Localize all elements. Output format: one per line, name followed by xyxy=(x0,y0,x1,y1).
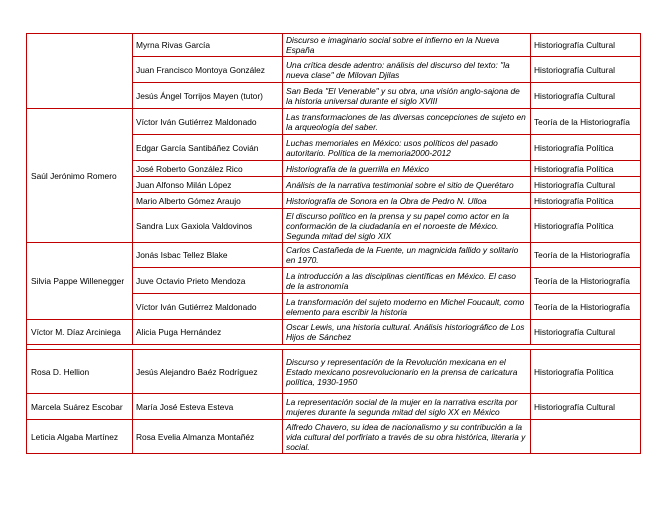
title-cell: El discurso político en la prensa y su papel como actor en la conformación de la ciudadanía en el noroeste de México. Segunda mitad del siglo XIX xyxy=(283,209,531,243)
table-row xyxy=(27,394,641,420)
title-cell: Una crítica desde adentro: análisis del discurso del texto: "la nueva clase" de Milovan Djilas xyxy=(283,57,531,83)
area-cell: Historiografía Cultural xyxy=(531,177,641,193)
title-cell: La representación social de la mujer en la narrativa escrita por mujeres durante la segunda mitad del siglo XX en México xyxy=(283,394,531,420)
title-cell: Historiografía de la guerrilla en México xyxy=(283,161,531,177)
student-cell: José Roberto González Rico xyxy=(133,161,283,177)
area-cell xyxy=(531,420,641,454)
area-cell: Historiografía Cultural xyxy=(531,57,641,83)
supervisor-cell: Marcela Suárez Escobar xyxy=(27,394,133,420)
area-cell: Teoría de la Historiografía xyxy=(531,268,641,294)
student-cell: Juve Octavio Prieto Mendoza xyxy=(133,268,283,294)
student-cell: Myrna Rivas García xyxy=(133,34,283,57)
table-row xyxy=(27,420,641,454)
area-cell: Historiografía Política xyxy=(531,161,641,177)
table-row xyxy=(27,243,641,268)
supervisor-cell: Silvia Pappe Willenegger xyxy=(27,243,133,320)
supervisor-cell: Rosa D. Hellion xyxy=(27,350,133,394)
title-cell: Discurso y representación de la Revolución mexicana en el Estado mexicano posrevolucionario en la prensa de caricatura política, 1930-1950 xyxy=(283,350,531,394)
area-cell: Historiografía Política xyxy=(531,193,641,209)
title-cell: San Beda "El Venerable" y su obra, una visión anglo-sajona de la historia universal durante el siglo XVIII xyxy=(283,83,531,109)
table-row xyxy=(27,109,641,135)
supervisor-cell: Víctor M. Díaz Arciniega xyxy=(27,320,133,345)
area-cell: Teoría de la Historiografía xyxy=(531,294,641,320)
title-cell: Análisis de la narrativa testimonial sobre el sitio de Querétaro xyxy=(283,177,531,193)
student-cell: Mario Alberto Gómez Araujo xyxy=(133,193,283,209)
student-cell: Alicia Puga Hernández xyxy=(133,320,283,345)
thesis-table-body xyxy=(27,34,641,454)
student-cell: Jesús Alejandro Baéz Rodríguez xyxy=(133,350,283,394)
student-cell: Rosa Evelia Almanza Montañéz xyxy=(133,420,283,454)
supervisor-cell xyxy=(27,34,133,109)
area-cell: Historiografía Política xyxy=(531,350,641,394)
area-cell: Historiografía Política xyxy=(531,135,641,161)
title-cell: Carlos Castañeda de la Fuente, un magnicida fallido y solitario en 1970. xyxy=(283,243,531,268)
title-cell: Discurso e imaginario social sobre el infierno en la Nueva España xyxy=(283,34,531,57)
student-cell: Sandra Lux Gaxiola Valdovinos xyxy=(133,209,283,243)
thesis-table xyxy=(26,33,641,454)
student-cell: María José Esteva Esteva xyxy=(133,394,283,420)
area-cell: Teoría de la Historiografía xyxy=(531,109,641,135)
title-cell: Oscar Lewis, una historia cultural. Análisis historiográfico de Los Hijos de Sánchez xyxy=(283,320,531,345)
title-cell: La introducción a las disciplinas científicas en México. El caso de la astronomía xyxy=(283,268,531,294)
table-row xyxy=(27,320,641,345)
student-cell: Víctor Iván Gutiérrez Maldonado xyxy=(133,109,283,135)
student-cell: Juan Alfonso Milán López xyxy=(133,177,283,193)
student-cell: Jesús Ángel Torrijos Mayen (tutor) xyxy=(133,83,283,109)
supervisor-cell: Saúl Jerónimo Romero xyxy=(27,109,133,243)
title-cell: Historiografía de Sonora en la Obra de Pedro N. Ulloa xyxy=(283,193,531,209)
student-cell: Juan Francisco Montoya González xyxy=(133,57,283,83)
table-row xyxy=(27,350,641,394)
area-cell: Historiografía Cultural xyxy=(531,394,641,420)
area-cell: Historiografía Cultural xyxy=(531,34,641,57)
title-cell: La transformación del sujeto moderno en Michel Foucault, como elemento para escribir la historia xyxy=(283,294,531,320)
area-cell: Teoría de la Historiografía xyxy=(531,243,641,268)
area-cell: Historiografía Cultural xyxy=(531,320,641,345)
area-cell: Historiografía Política xyxy=(531,209,641,243)
title-cell: Alfredo Chavero, su idea de nacionalismo y su contribución a la vida cultural del porfiriato a través de su obra histórica, literaria y social. xyxy=(283,420,531,454)
student-cell: Víctor Iván Gutiérrez Maldonado xyxy=(133,294,283,320)
student-cell: Edgar García Santibáñez Covián xyxy=(133,135,283,161)
supervisor-cell: Leticia Algaba Martínez xyxy=(27,420,133,454)
table-row xyxy=(27,34,641,57)
title-cell: Las transformaciones de las diversas concepciones de sujeto en la arqueología del saber. xyxy=(283,109,531,135)
student-cell: Jonás Isbac Tellez Blake xyxy=(133,243,283,268)
area-cell: Historiografía Cultural xyxy=(531,83,641,109)
title-cell: Luchas memoriales en México: usos políticos del pasado autoritario. Política de la memoria2000-2012 xyxy=(283,135,531,161)
